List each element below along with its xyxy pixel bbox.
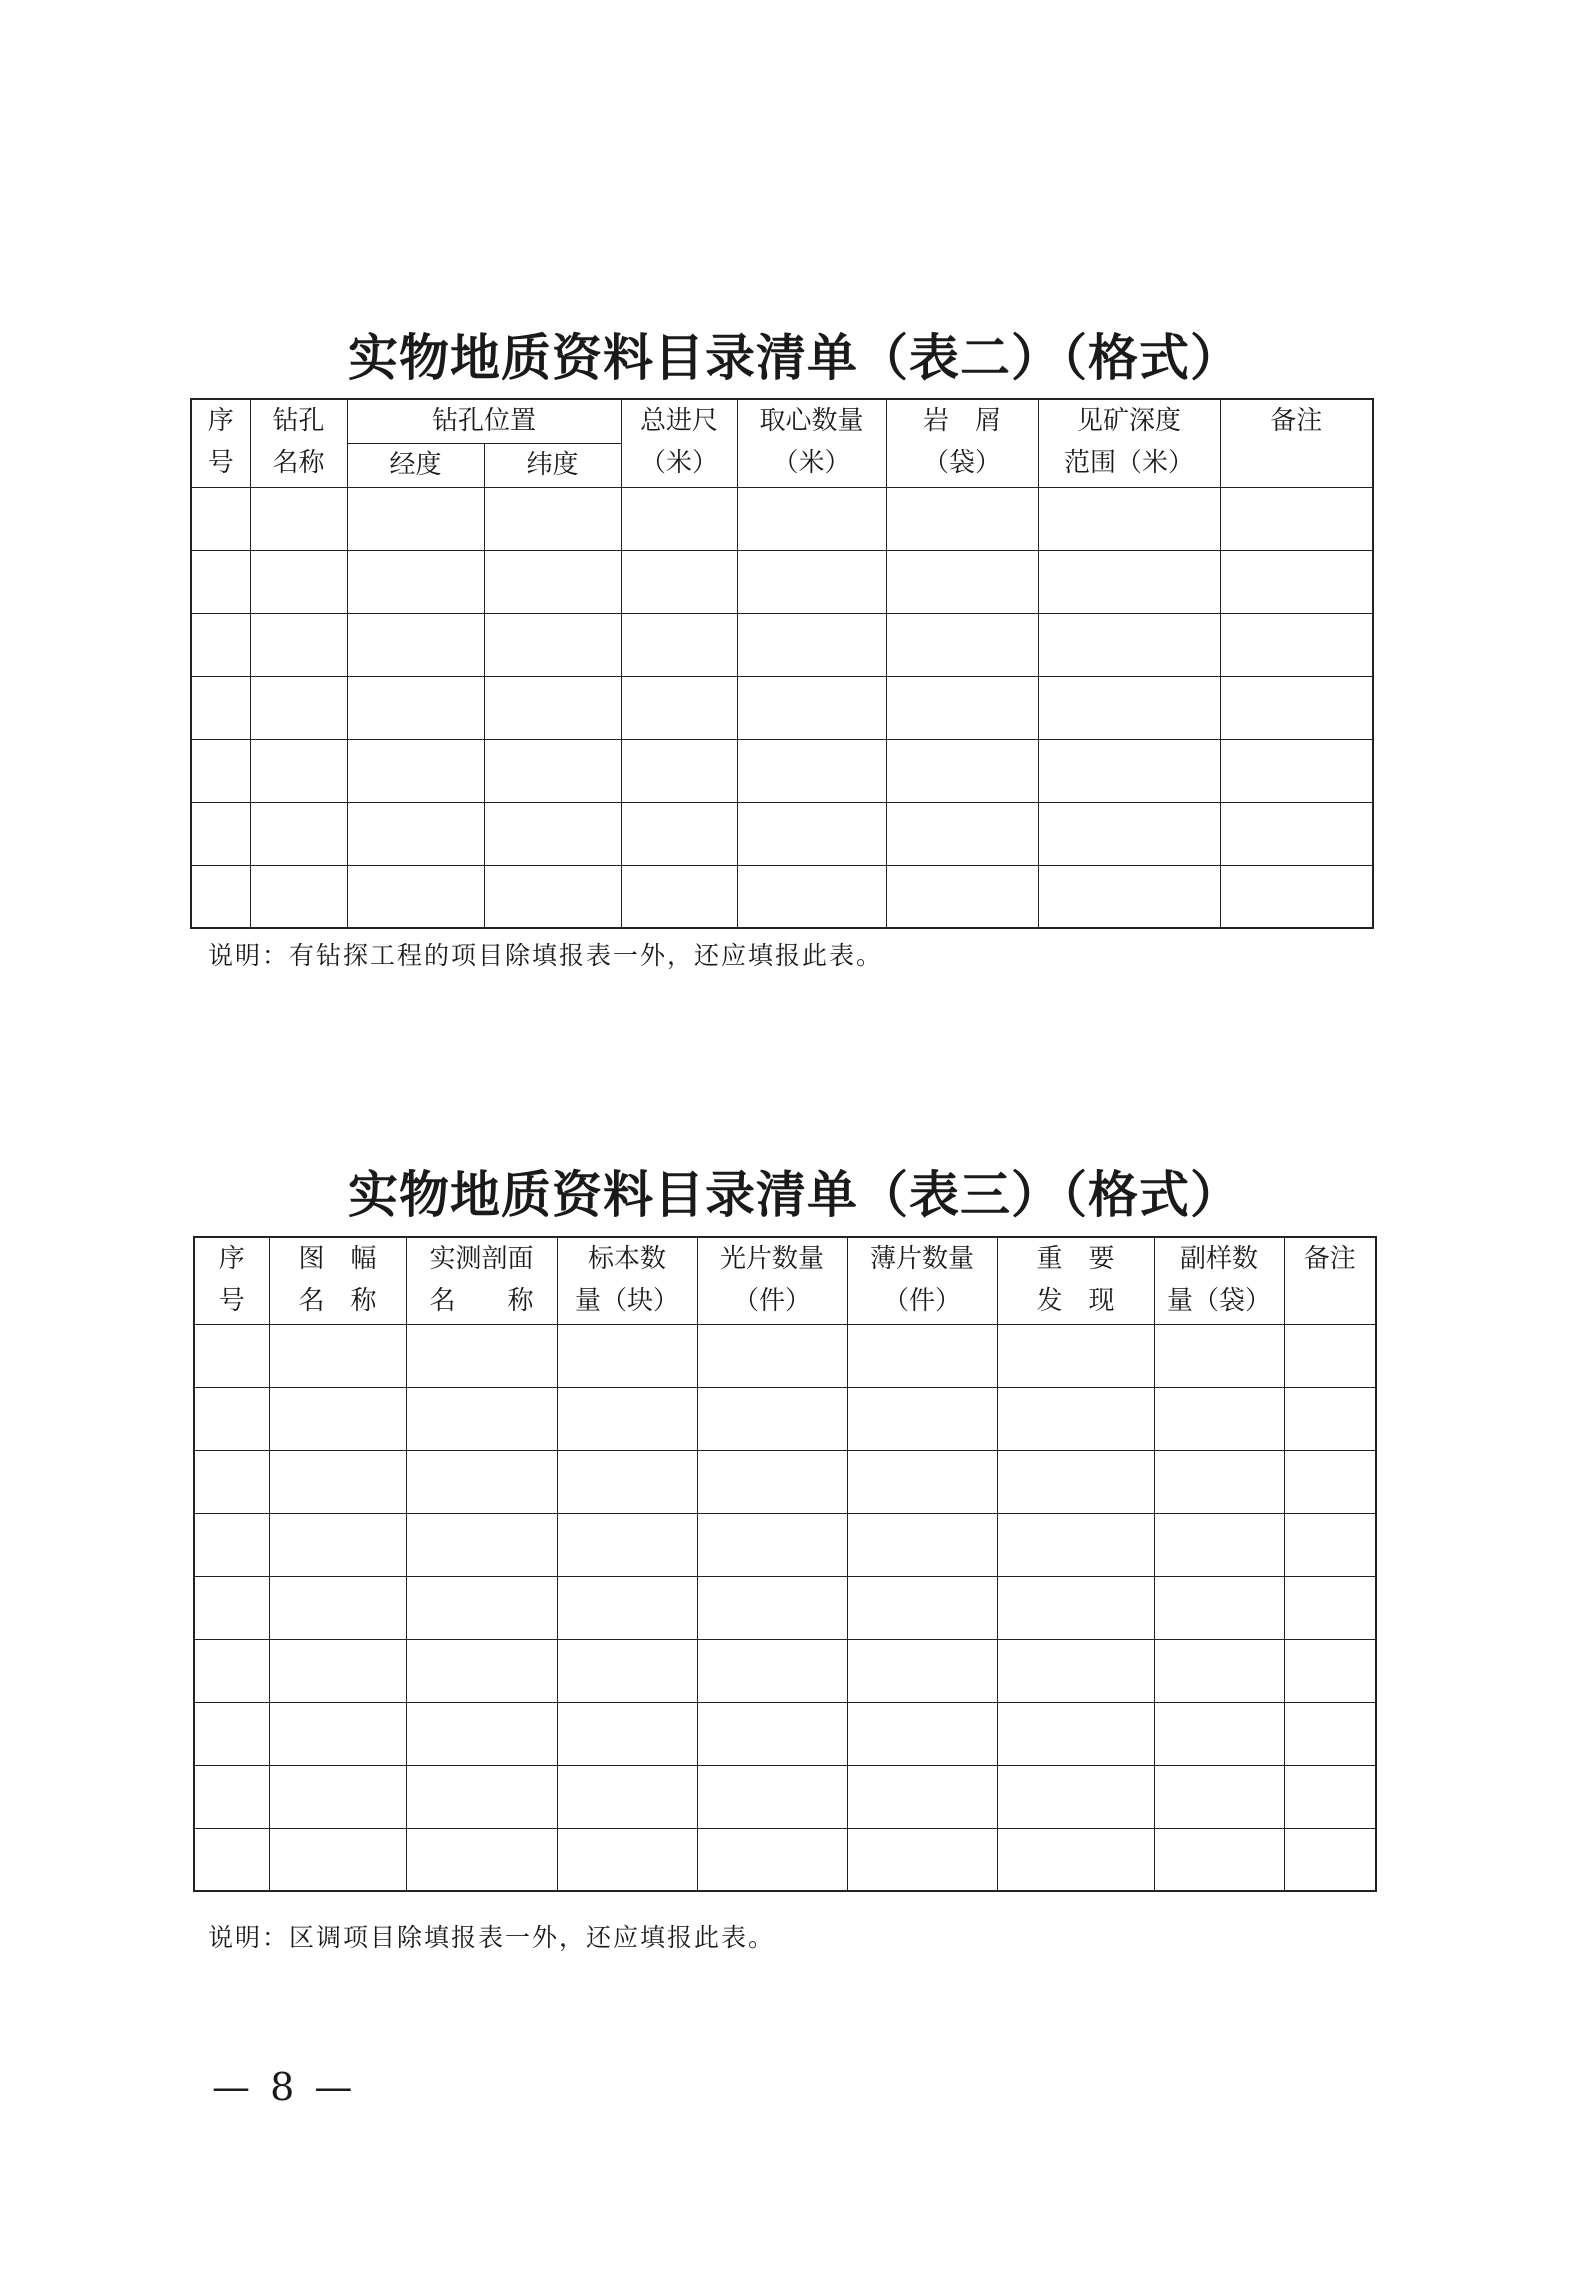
table3-title: 实物地质资料目录清单（表三）（格式）: [348, 1165, 1241, 1224]
table-row: [194, 1450, 1376, 1513]
header-ore-depth: 见矿深度 范围（米）: [1038, 399, 1220, 487]
header-polished-sections: 光片数量 （件）: [697, 1237, 847, 1324]
table-row: [194, 1639, 1376, 1702]
survey-catalog-table: [193, 1236, 1377, 1892]
drilling-catalog-table: [190, 398, 1374, 929]
header-seq: 序 号: [191, 399, 250, 487]
header-cuttings: 岩 屑 （袋）: [886, 399, 1038, 487]
table-row: [194, 1576, 1376, 1639]
header-hole-name: 钻孔 名称: [250, 399, 347, 487]
header-specimens: 标本数 量（块）: [557, 1237, 697, 1324]
table2-title: 实物地质资料目录清单（表二）（格式）: [348, 328, 1241, 387]
header-longitude: 经度: [347, 443, 484, 487]
header-map-sheet: 图 幅 名 称: [269, 1237, 406, 1324]
table-row: [194, 1513, 1376, 1576]
table-row: [191, 865, 1373, 928]
table-row: [194, 1702, 1376, 1765]
table-row: [191, 802, 1373, 865]
header-footage: 总进尺 （米）: [621, 399, 737, 487]
table2-note: 说明：有钻探工程的项目除填报表一外，还应填报此表。: [208, 941, 884, 970]
header-section: 实测剖面 名 称: [406, 1237, 557, 1324]
table-row: [191, 676, 1373, 739]
page-number: — 8 —: [212, 2065, 357, 2109]
header-discovery: 重 要 发 现: [997, 1237, 1154, 1324]
table-row: [191, 550, 1373, 613]
table3-note: 说明：区调项目除填报表一外，还应填报此表。: [208, 1923, 776, 1952]
header-seq: 序 号: [194, 1237, 269, 1324]
table-row: [191, 739, 1373, 802]
table-row: [194, 1324, 1376, 1387]
table-row: [191, 613, 1373, 676]
header-thin-sections: 薄片数量 （件）: [847, 1237, 997, 1324]
header-remarks: 备注: [1220, 399, 1373, 487]
header-hole-position: 钻孔位置: [347, 399, 621, 443]
table-row: [194, 1828, 1376, 1891]
table-row: [194, 1765, 1376, 1828]
table-row: [191, 487, 1373, 550]
header-latitude: 纬度: [484, 443, 621, 487]
table-row: [194, 1387, 1376, 1450]
header-duplicates: 副样数 量（袋）: [1154, 1237, 1284, 1324]
header-core: 取心数量 （米）: [737, 399, 886, 487]
header-remarks: 备注: [1284, 1237, 1376, 1324]
